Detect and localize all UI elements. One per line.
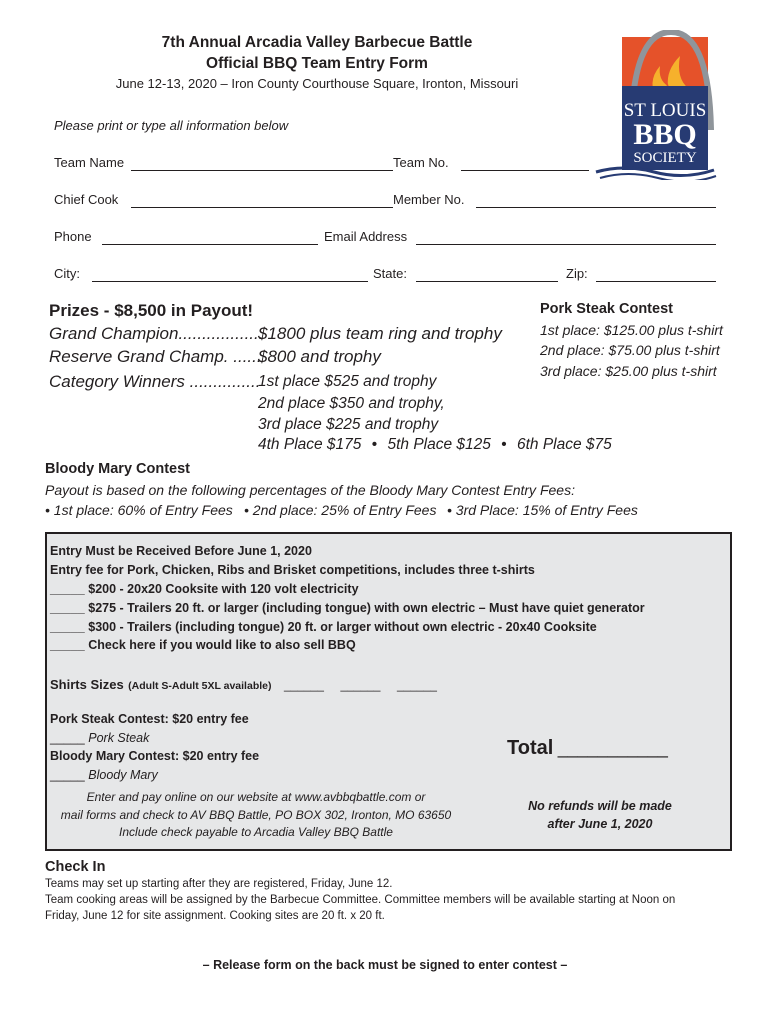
option-300-label: $300 - Trailers (including tongue) 20 ft. or larger without own electric - 20x40 Cooksite [88,620,597,634]
check-in-line-3: Friday, June 12 for site assignment. Cooking sites are 20 ft. x 20 ft. [45,910,385,922]
pork-steak-heading: Pork Steak Contest [540,301,673,317]
prizes-heading: Prizes - $8,500 in Payout! [49,301,254,320]
option-275-label: $275 - Trailers 20 ft. or larger (including tongue) with own electric – Must have quiet generator [88,601,645,615]
shirt-sizes-note: (Adult S-Adult 5XL available) [128,680,272,692]
payment-line-1: Enter and pay online on our website at www.avbbqbattle.com or [86,790,426,804]
member-no-field[interactable] [476,207,716,208]
category-5th-prize: 5th Place $125 [387,436,491,453]
refund-policy-line-1: No refunds will be made [528,799,672,813]
payment-line-3: Include check payable to Arcadia Valley BBQ Battle [119,825,393,839]
sell-bbq-checkbox[interactable]: _____ [50,638,85,652]
bloody-mary-2nd: • 2nd place: 25% of Entry Fees [244,502,437,518]
bloody-mary-3rd: • 3rd Place: 15% of Entry Fees [447,502,638,518]
category-6th-prize: 6th Place $75 [516,436,612,453]
option-275-row[interactable] [50,601,645,615]
team-name-label: Team Name [54,155,125,170]
entry-fee-intro: Entry fee for Pork, Chicken, Ribs and Brisket competitions, includes three t-shirts [50,563,535,577]
team-no-label: Team No. [393,155,449,170]
category-winners-label: Category Winners ............... [49,372,261,391]
shirt-size-field-3[interactable]: ______ [396,678,437,692]
bullet-separator: • [371,436,378,453]
grand-champion-label: Grand Champion.................. [49,324,264,343]
bloody-mary-heading: Bloody Mary Contest [45,461,191,477]
check-in-line-2: Team cooking areas will be assigned by the Barbecue Committee. Committee members will be available starting at Noon on [45,894,676,906]
refund-policy-line-2: after June 1, 2020 [547,817,653,831]
form-instruction: Please print or type all information below [54,118,289,133]
pork-steak-entry-row[interactable] [50,731,149,745]
chief-cook-label: Chief Cook [54,192,119,207]
team-no-field[interactable] [461,170,589,171]
shirt-sizes-row [50,676,437,694]
category-2nd-prize: 2nd place $350 and trophy, [258,395,445,412]
reserve-champion-prize: $800 and trophy [258,347,381,366]
phone-field[interactable] [102,244,318,245]
pork-steak-3rd: 3rd place: $25.00 plus t-shirt [540,363,717,379]
phone-label: Phone [54,229,92,244]
bloody-mary-1st: • 1st place: 60% of Entry Fees [45,502,233,518]
city-label: City: [54,266,80,281]
bloody-mary-payout: Payout is based on the following percentages of the Bloody Mary Contest Entry Fees: [45,482,575,498]
email-field[interactable] [416,244,716,245]
st-louis-bbq-society-logo [588,30,720,180]
bloody-mary-entry-label: Bloody Mary [88,768,158,782]
bloody-mary-entry-row[interactable] [50,768,158,782]
zip-label: Zip: [566,266,588,281]
total-row [507,737,668,760]
logo-bottom-text: SOCIETY [633,150,697,166]
shirt-size-field-1[interactable]: ______ [283,678,324,692]
zip-field[interactable] [596,281,716,282]
pork-steak-checkbox[interactable]: _____ [50,731,85,745]
release-form-notice: – Release form on the back must be signed to enter contest – [202,958,568,972]
city-field[interactable] [92,281,368,282]
chief-cook-field[interactable] [131,207,393,208]
pork-steak-1st: 1st place: $125.00 plus t-shirt [540,322,723,338]
pork-steak-fee: Pork Steak Contest: $20 entry fee [50,712,249,726]
option-300-row[interactable] [50,620,597,634]
bloody-mary-fee: Bloody Mary Contest: $20 entry fee [50,749,260,763]
team-name-field[interactable] [131,170,393,171]
sell-bbq-row[interactable] [50,638,356,652]
category-3rd-prize: 3rd place $225 and trophy [258,416,439,433]
grand-champion-prize: $1800 plus team ring and trophy [258,324,502,343]
pork-steak-entry-label: Pork Steak [88,731,150,745]
state-label: State: [373,266,407,281]
total-field[interactable]: ___________ [557,738,668,758]
option-275-checkbox[interactable]: _____ [50,601,85,615]
check-in-line-1: Teams may set up starting after they are registered, Friday, June 12. [45,878,393,890]
category-4th-prize: 4th Place $175 [258,436,362,453]
logo-top-text: ST LOUIS [623,100,707,121]
category-1st-prize: 1st place $525 and trophy [258,373,437,390]
option-200-row[interactable] [50,582,359,596]
logo-mid-text: BBQ [633,118,697,151]
email-label: Email Address [324,229,408,244]
pork-steak-2nd: 2nd place: $75.00 plus t-shirt [540,342,720,358]
form-title: 7th Annual Arcadia Valley Barbecue Battle [161,34,473,51]
entry-deadline: Entry Must be Received Before June 1, 2020 [50,544,312,558]
option-300-checkbox[interactable]: _____ [50,620,85,634]
sell-bbq-label: Check here if you would like to also sell BBQ [88,638,356,652]
state-field[interactable] [416,281,558,282]
shirt-sizes-label: Shirts Sizes [50,677,124,692]
shirt-size-field-2[interactable]: ______ [340,678,381,692]
category-lower-places [258,436,612,454]
option-200-checkbox[interactable]: _____ [50,582,85,596]
total-label: Total [507,737,554,759]
option-200-label: $200 - 20x20 Cooksite with 120 volt electricity [88,582,359,596]
check-in-heading: Check In [45,859,106,875]
form-subtitle: Official BBQ Team Entry Form [206,55,428,72]
payment-line-2: mail forms and check to AV BBQ Battle, PO BOX 302, Ironton, MO 63650 [60,808,452,822]
member-no-label: Member No. [393,192,465,207]
bloody-mary-checkbox[interactable]: _____ [50,768,85,782]
bullet-separator: • [501,436,507,453]
event-date-location: June 12-13, 2020 – Iron County Courthouse Square, Ironton, Missouri [115,76,519,91]
reserve-champion-label: Reserve Grand Champ. ...... [49,347,262,366]
